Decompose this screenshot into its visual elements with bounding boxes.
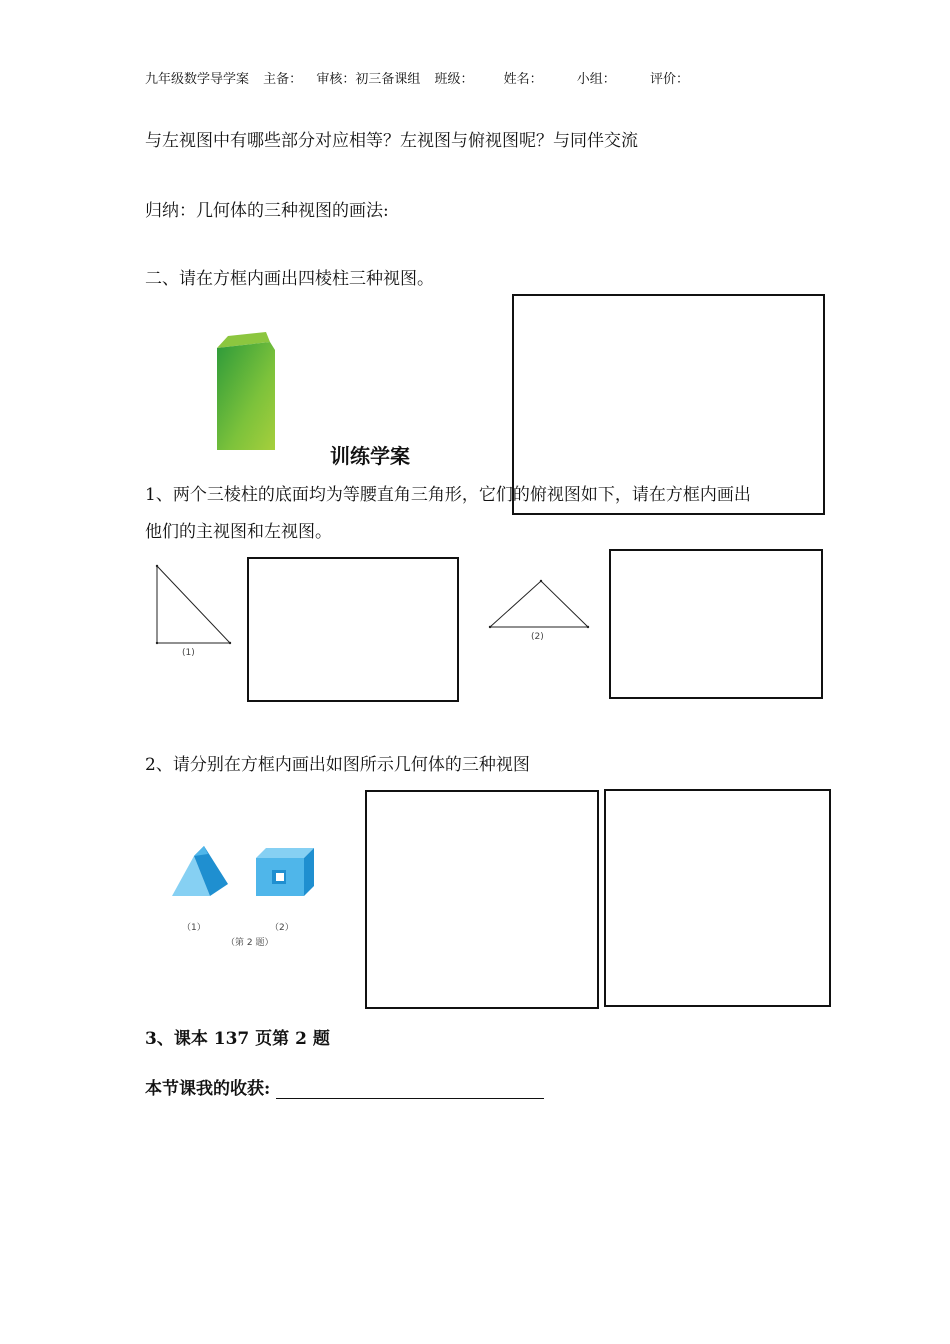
figure-caption: （第 2 题） (226, 938, 274, 948)
header-eval: 评价： (649, 72, 689, 87)
header-class: 班级： (434, 72, 474, 87)
section-title: 训练学案 (330, 444, 410, 468)
drawing-box-q2-a[interactable] (365, 790, 599, 1009)
header-group: 小组： (576, 72, 616, 87)
drawing-box-q2-b[interactable] (604, 789, 831, 1007)
text-line-1: 与左视图中有哪些部分对应相等？左视图与俯视图呢？与同伴交流 (145, 131, 638, 151)
triangle-2-label: (2) (531, 632, 544, 642)
triangle-1-label: (1) (182, 648, 195, 658)
isosceles-triangle-figure (485, 575, 595, 635)
question-1-line-1: 1、两个三棱柱的底面均为等腰直角三角形，它们的俯视图如下，请在方框内画出 (145, 485, 751, 505)
question-1-line-2: 他们的主视图和左视图。 (145, 522, 332, 542)
header-host: 主备： (263, 72, 303, 87)
drawing-box-q1-a[interactable] (247, 557, 459, 702)
harvest-row (145, 1074, 544, 1099)
header-name: 姓名： (503, 72, 543, 87)
page-header (145, 68, 699, 87)
blue-cube-with-hole-figure (252, 846, 318, 900)
blue-triangular-prism-figure (168, 842, 232, 900)
text-line-3: 二、请在方框内画出四棱柱三种视图。 (145, 269, 434, 289)
header-course: 九年级数学导学案 (145, 72, 250, 87)
green-prism-figure (214, 330, 276, 452)
solid-1-label: （1） (182, 923, 206, 933)
header-review: 审核：初三备课组 (316, 72, 421, 87)
drawing-box-q1-b[interactable] (609, 549, 823, 699)
harvest-label: 本节课我的收获: (145, 1079, 271, 1099)
text-line-2: 归纳：几何体的三种视图的画法: (145, 201, 389, 221)
question-3: 3、课本 137 页第 2 题 (145, 1029, 330, 1049)
solid-2-label: （2） (270, 923, 294, 933)
right-triangle-figure (150, 560, 240, 665)
question-2: 2、请分别在方框内画出如图所示几何体的三种视图 (145, 755, 530, 775)
harvest-answer-line[interactable] (276, 1080, 544, 1099)
